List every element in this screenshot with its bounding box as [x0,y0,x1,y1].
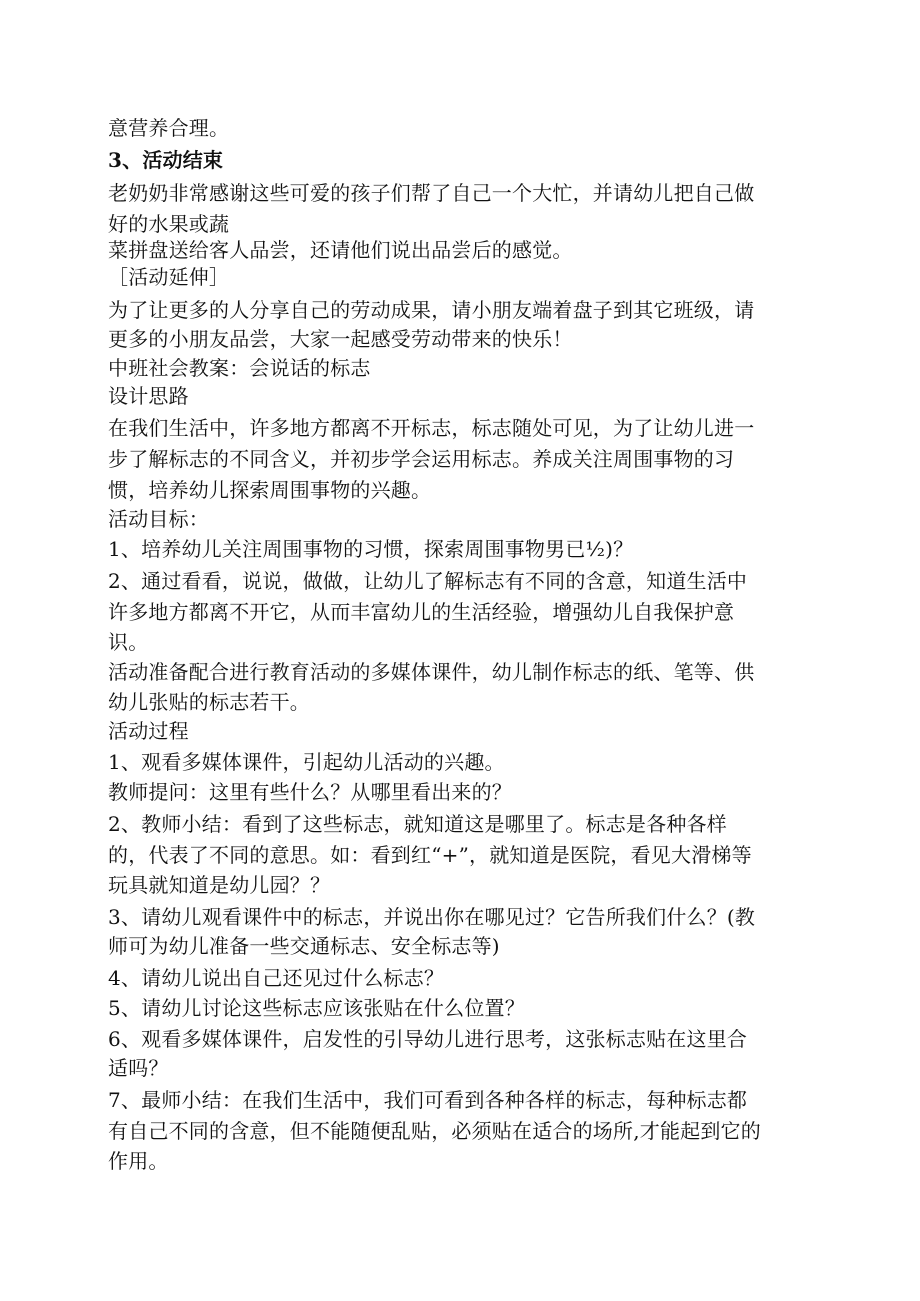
text-line: 好的水果或蔬 [108,212,230,236]
list-item: 1、培养幼儿关注周围事物的习惯，探索周围事物男已½)？ [108,537,634,561]
text-line: 意营养合理。 [108,116,230,140]
list-item: 7、最师小结：在我们生活中，我们可看到各种各样的标志，每种标志都 [108,1088,748,1112]
text-line: 许多地方都离不开它，从而丰富幼儿的生活经验，增强幼儿自我保护意 [108,600,735,624]
list-item: 3、请幼儿观看课件中的标志，并说出你在哪见过？它告所我们什么？(教 [108,905,756,929]
text-line: 活动准备配合进行教育活动的多媒体课件，幼儿制作标志的纸、笔等、供 [108,660,755,684]
text-line: 幼儿张贴的标志若干。 [108,690,310,714]
section-heading: 活动过程 [108,719,189,743]
list-item: 2、教师小结：看到了这些标志，就知道这是哪里了。标志是各种各样 [108,812,727,836]
text-line: 惯，培养幼儿探索周围事物的兴趣。 [108,478,432,502]
text-line: 菜拼盘送给客人品尝，还请他们说出品尝后的感觉。 [108,238,573,262]
text-line: 师可为幼儿准备一些交通标志、安全标志等) [108,934,500,958]
section-heading: 3、活动结束 [108,148,224,172]
text-line: 老奶奶非常感谢这些可爱的孩子们帮了自己一个大忙，并请幼儿把自己做 [108,181,755,205]
list-item: 2、通过看看，说说，做做，让幼儿了解标志有不同的含意，知道生活中 [108,569,748,593]
section-heading: ［活动延伸］ [108,265,230,289]
text-line: 玩具就知道是幼儿园？？ [108,873,331,897]
list-item: 1、观看多媒体课件，引起幼儿活动的兴趣。 [108,750,505,774]
text-line: 步了解标志的不同含义，并初步学会运用标志。养成关注周围事物的习 [108,447,735,471]
text-line: 作用。 [108,1149,169,1173]
text-line: 教师提问：这里有些什么？从哪里看出来的？ [108,780,512,804]
text-line: 更多的小朋友品尝，大家一起感受劳动带来的快乐！ [108,327,573,351]
page-title: 中班社会教案：会说话的标志 [108,356,371,380]
list-item: 5、请幼儿讨论这些标志应该张贴在什么位置？ [108,996,525,1020]
list-item: 4、请幼儿说出自己还见过什么标志？ [108,966,445,990]
section-heading: 活动目标： [108,507,209,531]
text-line: 为了让更多的人分享自己的劳动成果，请小朋友端着盘子到其它班级，请 [108,298,755,322]
list-item: 6、观看多媒体课件，启发性的引导幼儿进行思考，这张标志贴在这里合 [108,1027,748,1051]
text-line: 有自己不同的含意，但不能随便乱贴，必须贴在适合的场所,才能起到它的 [108,1119,761,1143]
text-line: 识。 [108,630,149,654]
text-line: 的，代表了不同的意思。如：看到红“+”，就知道是医院，看见大滑梯等 [108,843,752,867]
section-heading: 设计思路 [108,384,189,408]
text-line: 在我们生活中，许多地方都离不开标志，标志随处可见，为了让幼儿进一 [108,416,755,440]
text-line: 适吗？ [108,1056,169,1080]
